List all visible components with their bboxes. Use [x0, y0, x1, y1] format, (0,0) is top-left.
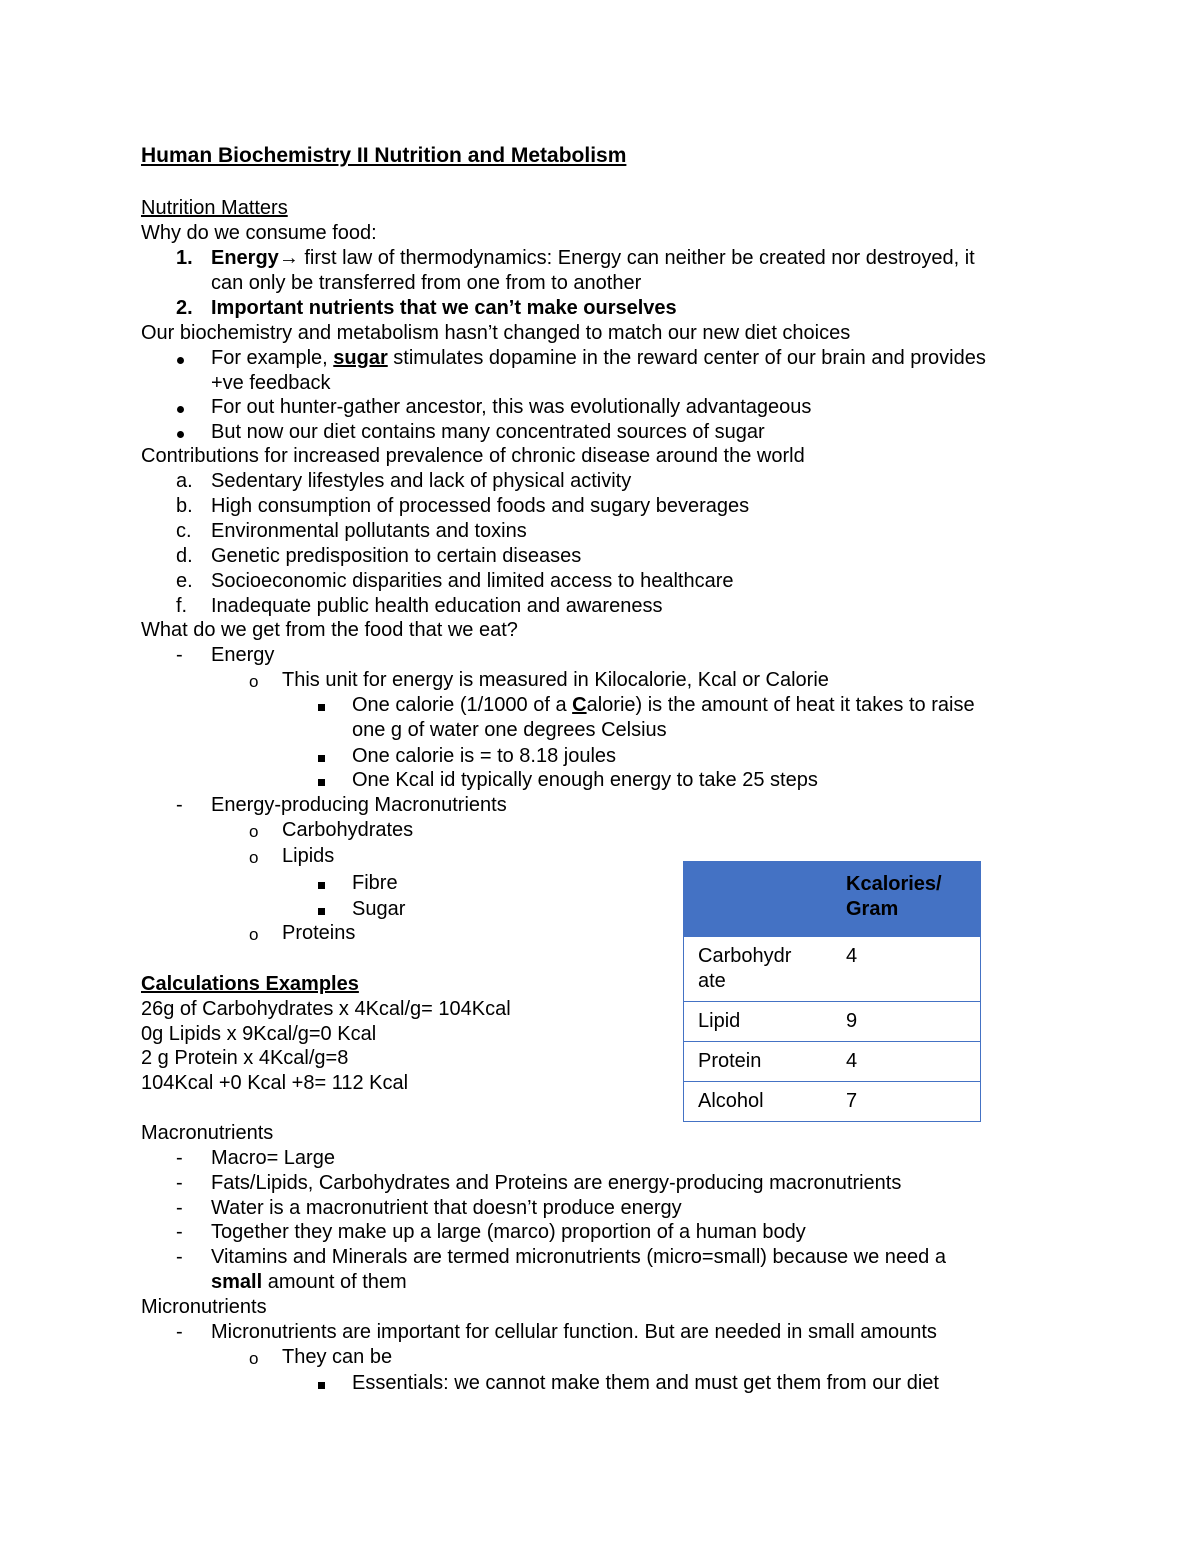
list-item: Energy-producing Macronutrients: [211, 794, 507, 816]
dash-marker: -: [176, 1197, 183, 1219]
calc-line: 0g Lipids x 9Kcal/g=0 Kcal: [141, 1023, 377, 1045]
circle-marker: o: [249, 672, 259, 691]
square-bullet-icon: [318, 768, 325, 793]
list-item: Lipids: [282, 845, 335, 867]
table-cell-name: [684, 937, 838, 1002]
header-text: Kcalories/: [846, 873, 942, 895]
table-cell-name: Alcohol: [684, 1082, 838, 1122]
cell-text: ate: [698, 970, 726, 992]
list-item: Vitamins and Minerals are termed micronutrients (micro=small) because we need a: [211, 1246, 946, 1268]
list-marker: c.: [176, 520, 192, 542]
section-heading-micronutrients: Micronutrients: [141, 1296, 267, 1318]
dash-marker: -: [176, 1172, 183, 1194]
list-item: Carbohydrates: [282, 819, 414, 841]
table-header-cell: [837, 862, 981, 937]
table-row: [684, 1082, 981, 1122]
dash-marker: -: [176, 794, 183, 816]
list-item: Inadequate public health education and awareness: [211, 595, 663, 617]
item-text: amount of them: [262, 1271, 407, 1293]
list-item: This unit for energy is measured in Kilocalorie, Kcal or Calorie: [282, 669, 829, 691]
calc-line: 2 g Protein x 4Kcal/g=8: [141, 1047, 349, 1069]
table-header-row: [684, 862, 981, 937]
square-bullet-icon: [318, 1371, 325, 1396]
list-item: Energy: [211, 644, 275, 666]
list-marker: d.: [176, 545, 193, 567]
table-row: [684, 1002, 981, 1042]
list-item: But now our diet contains many concentrated sources of sugar: [211, 421, 765, 443]
item-text: stimulates dopamine in the reward center of our brain and provides: [387, 347, 986, 369]
item-text: For example,: [211, 347, 334, 369]
list-item: Fats/Lipids, Carbohydrates and Proteins are energy-producing macronutrients: [211, 1172, 902, 1194]
table-cell-value: 7: [837, 1082, 981, 1122]
dash-marker: -: [176, 1321, 183, 1343]
bullet-icon: [177, 395, 184, 420]
list-marker: b.: [176, 495, 193, 517]
square-bullet-icon: [318, 871, 325, 896]
item-text: One calorie (1/1000 of a: [352, 694, 573, 716]
list-item: They can be: [282, 1346, 393, 1368]
list-item: One Kcal id typically enough energy to take 25 steps: [352, 769, 818, 791]
list-item: One calorie is = to 8.18 joules: [352, 745, 617, 767]
item-text: → first law of thermodynamics: Energy can neither be created nor destroyed, it: [278, 247, 975, 269]
list-item: High consumption of processed foods and sugary beverages: [211, 495, 750, 517]
list-item-continuation: +ve feedback: [211, 372, 331, 394]
table-cell-value: 4: [837, 1042, 981, 1082]
bold-term: small: [211, 1271, 263, 1293]
list-item: [352, 693, 975, 718]
paragraph: Our biochemistry and metabolism hasn’t changed to match our new diet choices: [141, 322, 851, 344]
paragraph: What do we get from the food that we eat?: [141, 619, 518, 641]
list-item: Important nutrients that we can’t make ourselves: [211, 297, 677, 319]
table-header-cell: [684, 862, 838, 937]
list-item: Sedentary lifestyles and lack of physical activity: [211, 470, 632, 492]
list-item: [211, 246, 975, 271]
list-item: Proteins: [282, 922, 356, 944]
section-heading-macronutrients: Macronutrients: [141, 1122, 274, 1144]
dash-marker: -: [176, 1246, 183, 1268]
bullet-icon: [177, 346, 184, 371]
question-why: Why do we consume food:: [141, 222, 377, 244]
cell-text: Carbohydr: [698, 945, 792, 967]
list-item-continuation: can only be transferred from one from to another: [211, 272, 642, 294]
dash-marker: -: [176, 1221, 183, 1243]
item-text: alorie) is the amount of heat it takes to raise: [586, 694, 975, 716]
list-item: Genetic predisposition to certain diseases: [211, 545, 582, 567]
calc-line: 104Kcal +0 Kcal +8= 112 Kcal: [141, 1072, 409, 1094]
list-marker: a.: [176, 470, 193, 492]
list-item: Micronutrients are important for cellular function. But are needed in small amounts: [211, 1321, 937, 1343]
table-row: [684, 937, 981, 1002]
list-marker: e.: [176, 570, 193, 592]
list-item: Environmental pollutants and toxins: [211, 520, 527, 542]
table-cell-name: Protein: [684, 1042, 838, 1082]
list-item-continuation: [211, 1270, 407, 1295]
circle-marker: o: [249, 848, 259, 867]
list-item: Socioeconomic disparities and limited access to healthcare: [211, 570, 734, 592]
list-item: [211, 346, 986, 371]
list-item: Water is a macronutrient that doesn’t produce energy: [211, 1197, 682, 1219]
kcalories-table: [683, 861, 981, 1122]
list-marker: f.: [176, 595, 188, 617]
header-text: Gram: [846, 898, 899, 920]
square-bullet-icon: [318, 897, 325, 922]
section-heading-nutrition: Nutrition Matters: [141, 197, 288, 219]
dash-marker: -: [176, 644, 183, 666]
bullet-icon: [177, 420, 184, 445]
list-item: For out hunter-gather ancestor, this was evolutionally advantageous: [211, 396, 812, 418]
list-item: Sugar: [352, 898, 406, 920]
square-bullet-icon: [318, 744, 325, 769]
list-marker: 2.: [176, 297, 193, 319]
square-bullet-icon: [318, 693, 325, 718]
section-heading-calculations: Calculations Examples: [141, 973, 359, 995]
list-item-continuation: one g of water one degrees Celsius: [352, 719, 667, 741]
circle-marker: o: [249, 1349, 259, 1368]
table-cell-value: 4: [837, 937, 981, 1002]
bold-term: sugar: [333, 347, 388, 369]
bold-term: C: [572, 694, 587, 716]
list-marker: 1.: [176, 247, 193, 269]
circle-marker: o: [249, 925, 259, 944]
table-cell-name: Lipid: [684, 1002, 838, 1042]
list-item: Macro= Large: [211, 1147, 335, 1169]
calc-line: 26g of Carbohydrates x 4Kcal/g= 104Kcal: [141, 998, 511, 1020]
table-cell-value: 9: [837, 1002, 981, 1042]
circle-marker: o: [249, 822, 259, 841]
list-item: Fibre: [352, 872, 398, 894]
list-item: Essentials: we cannot make them and must get them from our diet: [352, 1372, 939, 1394]
document-title: Human Biochemistry II Nutrition and Metabolism: [141, 144, 627, 167]
paragraph: Contributions for increased prevalence of chronic disease around the world: [141, 445, 805, 467]
dash-marker: -: [176, 1147, 183, 1169]
table-row: [684, 1042, 981, 1082]
list-item: Together they make up a large (marco) proportion of a human body: [211, 1221, 806, 1243]
bold-term: Energy: [211, 247, 279, 269]
